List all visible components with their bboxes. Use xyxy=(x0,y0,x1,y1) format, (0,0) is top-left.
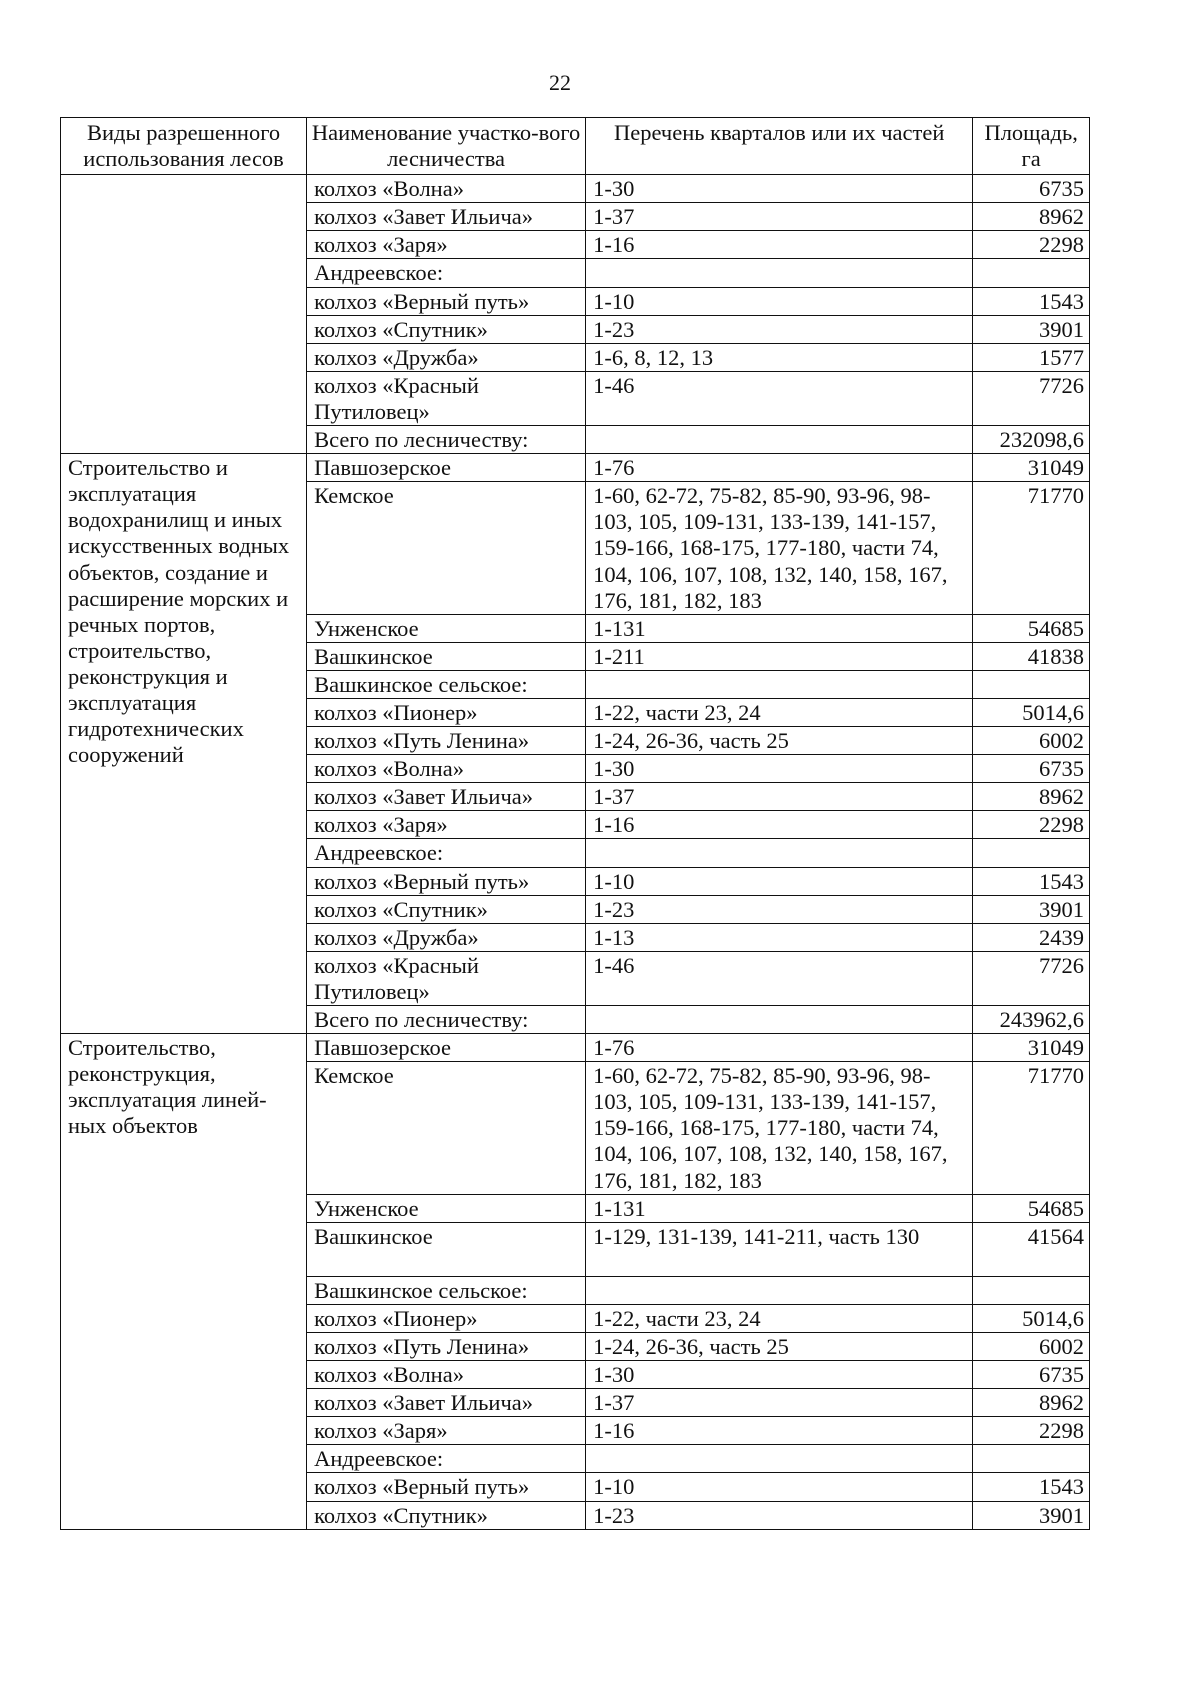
header-forestry-name: Наименование участко-вого лесничества xyxy=(307,118,586,175)
forestry-name-cell: Вашкинское сельское: xyxy=(307,1276,586,1304)
forestry-name-cell: колхоз «Завет Ильича» xyxy=(307,783,586,811)
quarters-cell: 1-46 xyxy=(586,951,973,1005)
area-cell: 6735 xyxy=(973,1361,1090,1389)
quarters-cell: 1-23 xyxy=(586,315,973,343)
quarters-cell: 1-23 xyxy=(586,895,973,923)
quarters-cell: 1-37 xyxy=(586,783,973,811)
quarters-cell xyxy=(586,839,973,867)
quarters-cell: 1-37 xyxy=(586,203,973,231)
header-quarters: Перечень кварталов или их частей xyxy=(586,118,973,175)
quarters-cell xyxy=(586,426,973,454)
forestry-name-cell: колхоз «Верный путь» xyxy=(307,287,586,315)
forestry-name-cell: колхоз «Путь Ленина» xyxy=(307,1332,586,1360)
forestry-name-cell: колхоз «Волна» xyxy=(307,1361,586,1389)
quarters-cell: 1-129, 131-139, 141-211, часть 130 xyxy=(586,1222,973,1276)
quarters-cell: 1-16 xyxy=(586,1417,973,1445)
quarters-cell: 1-211 xyxy=(586,642,973,670)
area-cell: 8962 xyxy=(973,203,1090,231)
area-cell: 31049 xyxy=(973,454,1090,482)
area-cell: 1543 xyxy=(973,287,1090,315)
quarters-cell: 1-30 xyxy=(586,755,973,783)
forestry-name-cell: колхоз «Дружба» xyxy=(307,343,586,371)
forestry-name-cell: колхоз «Красный Путиловец» xyxy=(307,371,586,425)
area-cell: 6735 xyxy=(973,755,1090,783)
area-cell: 243962,6 xyxy=(973,1006,1090,1034)
area-cell: 54685 xyxy=(973,614,1090,642)
table-row xyxy=(61,1034,1090,1062)
forestry-name-cell: колхоз «Завет Ильича» xyxy=(307,1389,586,1417)
area-cell: 41564 xyxy=(973,1222,1090,1276)
forestry-name-cell: Павшозерское xyxy=(307,454,586,482)
area-cell: 2298 xyxy=(973,811,1090,839)
quarters-cell: 1-10 xyxy=(586,867,973,895)
forestry-name-cell: колхоз «Верный путь» xyxy=(307,1473,586,1501)
area-cell: 3901 xyxy=(973,315,1090,343)
forestry-name-cell: колхоз «Волна» xyxy=(307,175,586,203)
forestry-name-cell: колхоз «Заря» xyxy=(307,811,586,839)
table-row xyxy=(61,454,1090,482)
forestry-name-cell: Кемское xyxy=(307,482,586,614)
quarters-cell: 1-60, 62-72, 75-82, 85-90, 93-96, 98-103, 105, 109-131, 133-139, 141-157, 159-166, 168-175, 177-180, части 74, 104, 106, 107, 108, 132, 140, 158, 167, 176, 181, 182, 183 xyxy=(586,1062,973,1194)
area-cell xyxy=(973,1445,1090,1473)
area-cell: 7726 xyxy=(973,371,1090,425)
area-cell: 3901 xyxy=(973,1501,1090,1529)
page-number: 22 xyxy=(549,70,571,95)
use-type-cell: Строительство и эксплуатация водохранилищ и иных искусственных водных объектов, создание и расширение морских и речных портов, строительство, реконструкция и эксплуатация гидротехнических сооружений xyxy=(61,454,307,1034)
forestry-name-cell: Андреевское: xyxy=(307,259,586,287)
table-row xyxy=(61,175,1090,203)
quarters-cell: 1-46 xyxy=(586,371,973,425)
area-cell: 2298 xyxy=(973,231,1090,259)
quarters-cell: 1-23 xyxy=(586,1501,973,1529)
forestry-name-cell: колхоз «Красный Путиловец» xyxy=(307,951,586,1005)
quarters-cell: 1-13 xyxy=(586,923,973,951)
quarters-cell: 1-24, 26-36, часть 25 xyxy=(586,727,973,755)
table-body xyxy=(61,175,1090,1529)
area-cell: 5014,6 xyxy=(973,1304,1090,1332)
quarters-cell xyxy=(586,259,973,287)
forestry-name-cell: колхоз «Завет Ильича» xyxy=(307,203,586,231)
area-cell: 6735 xyxy=(973,175,1090,203)
area-cell: 3901 xyxy=(973,895,1090,923)
area-cell: 6002 xyxy=(973,727,1090,755)
area-cell: 41838 xyxy=(973,642,1090,670)
forestry-name-cell: Андреевское: xyxy=(307,1445,586,1473)
forestry-name-cell: Всего по лесничеству: xyxy=(307,1006,586,1034)
quarters-cell: 1-37 xyxy=(586,1389,973,1417)
area-cell xyxy=(973,670,1090,698)
area-cell: 232098,6 xyxy=(973,426,1090,454)
use-type-cell xyxy=(61,175,307,454)
area-cell: 71770 xyxy=(973,1062,1090,1194)
area-cell: 1543 xyxy=(973,867,1090,895)
area-cell: 5014,6 xyxy=(973,698,1090,726)
area-cell: 2439 xyxy=(973,923,1090,951)
forestry-name-cell: Вашкинское сельское: xyxy=(307,670,586,698)
area-cell xyxy=(973,839,1090,867)
forestry-name-cell: колхоз «Заря» xyxy=(307,1417,586,1445)
area-cell: 6002 xyxy=(973,1332,1090,1360)
area-cell: 8962 xyxy=(973,783,1090,811)
quarters-cell: 1-30 xyxy=(586,175,973,203)
forestry-name-cell: Унженское xyxy=(307,614,586,642)
quarters-cell: 1-131 xyxy=(586,1194,973,1222)
forestry-name-cell: Вашкинское xyxy=(307,1222,586,1276)
header-use-type: Виды разрешенного использования лесов xyxy=(61,118,307,175)
header-area: Площадь, га xyxy=(973,118,1090,175)
quarters-cell xyxy=(586,1276,973,1304)
quarters-cell: 1-76 xyxy=(586,1034,973,1062)
forestry-name-cell: Всего по лесничеству: xyxy=(307,426,586,454)
area-cell: 2298 xyxy=(973,1417,1090,1445)
forestry-name-cell: колхоз «Волна» xyxy=(307,755,586,783)
area-cell xyxy=(973,1276,1090,1304)
forestry-name-cell: колхоз «Верный путь» xyxy=(307,867,586,895)
quarters-cell: 1-76 xyxy=(586,454,973,482)
quarters-cell xyxy=(586,1445,973,1473)
quarters-cell: 1-24, 26-36, часть 25 xyxy=(586,1332,973,1360)
area-cell: 1577 xyxy=(973,343,1090,371)
forestry-name-cell: Унженское xyxy=(307,1194,586,1222)
quarters-cell: 1-10 xyxy=(586,1473,973,1501)
quarters-cell: 1-22, части 23, 24 xyxy=(586,1304,973,1332)
forestry-name-cell: колхоз «Путь Ленина» xyxy=(307,727,586,755)
quarters-cell: 1-22, части 23, 24 xyxy=(586,698,973,726)
quarters-cell: 1-131 xyxy=(586,614,973,642)
forestry-name-cell: колхоз «Заря» xyxy=(307,231,586,259)
forestry-name-cell: Кемское xyxy=(307,1062,586,1194)
area-cell: 54685 xyxy=(973,1194,1090,1222)
table-header-row xyxy=(61,118,1090,175)
quarters-cell: 1-30 xyxy=(586,1361,973,1389)
forestry-name-cell: колхоз «Спутник» xyxy=(307,315,586,343)
area-cell xyxy=(973,259,1090,287)
quarters-cell: 1-16 xyxy=(586,231,973,259)
quarters-cell: 1-6, 8, 12, 13 xyxy=(586,343,973,371)
forestry-name-cell: Павшозерское xyxy=(307,1034,586,1062)
quarters-cell: 1-16 xyxy=(586,811,973,839)
area-cell: 7726 xyxy=(973,951,1090,1005)
area-cell: 31049 xyxy=(973,1034,1090,1062)
forestry-name-cell: колхоз «Спутник» xyxy=(307,1501,586,1529)
forestry-name-cell: колхоз «Спутник» xyxy=(307,895,586,923)
quarters-cell xyxy=(586,1006,973,1034)
quarters-cell: 1-10 xyxy=(586,287,973,315)
area-cell: 1543 xyxy=(973,1473,1090,1501)
area-cell: 8962 xyxy=(973,1389,1090,1417)
use-type-cell: Строительство, реконструкция, эксплуатация линей-ных объектов xyxy=(61,1034,307,1530)
forestry-name-cell: колхоз «Пионер» xyxy=(307,698,586,726)
forestry-name-cell: Вашкинское xyxy=(307,642,586,670)
area-cell: 71770 xyxy=(973,482,1090,614)
forestry-name-cell: колхоз «Пионер» xyxy=(307,1304,586,1332)
forestry-name-cell: колхоз «Дружба» xyxy=(307,923,586,951)
quarters-cell xyxy=(586,670,973,698)
quarters-cell: 1-60, 62-72, 75-82, 85-90, 93-96, 98-103, 105, 109-131, 133-139, 141-157, 159-166, 168-175, 177-180, части 74, 104, 106, 107, 108, 132, 140, 158, 167, 176, 181, 182, 183 xyxy=(586,482,973,614)
forest-use-table xyxy=(60,117,1090,1530)
forestry-name-cell: Андреевское: xyxy=(307,839,586,867)
